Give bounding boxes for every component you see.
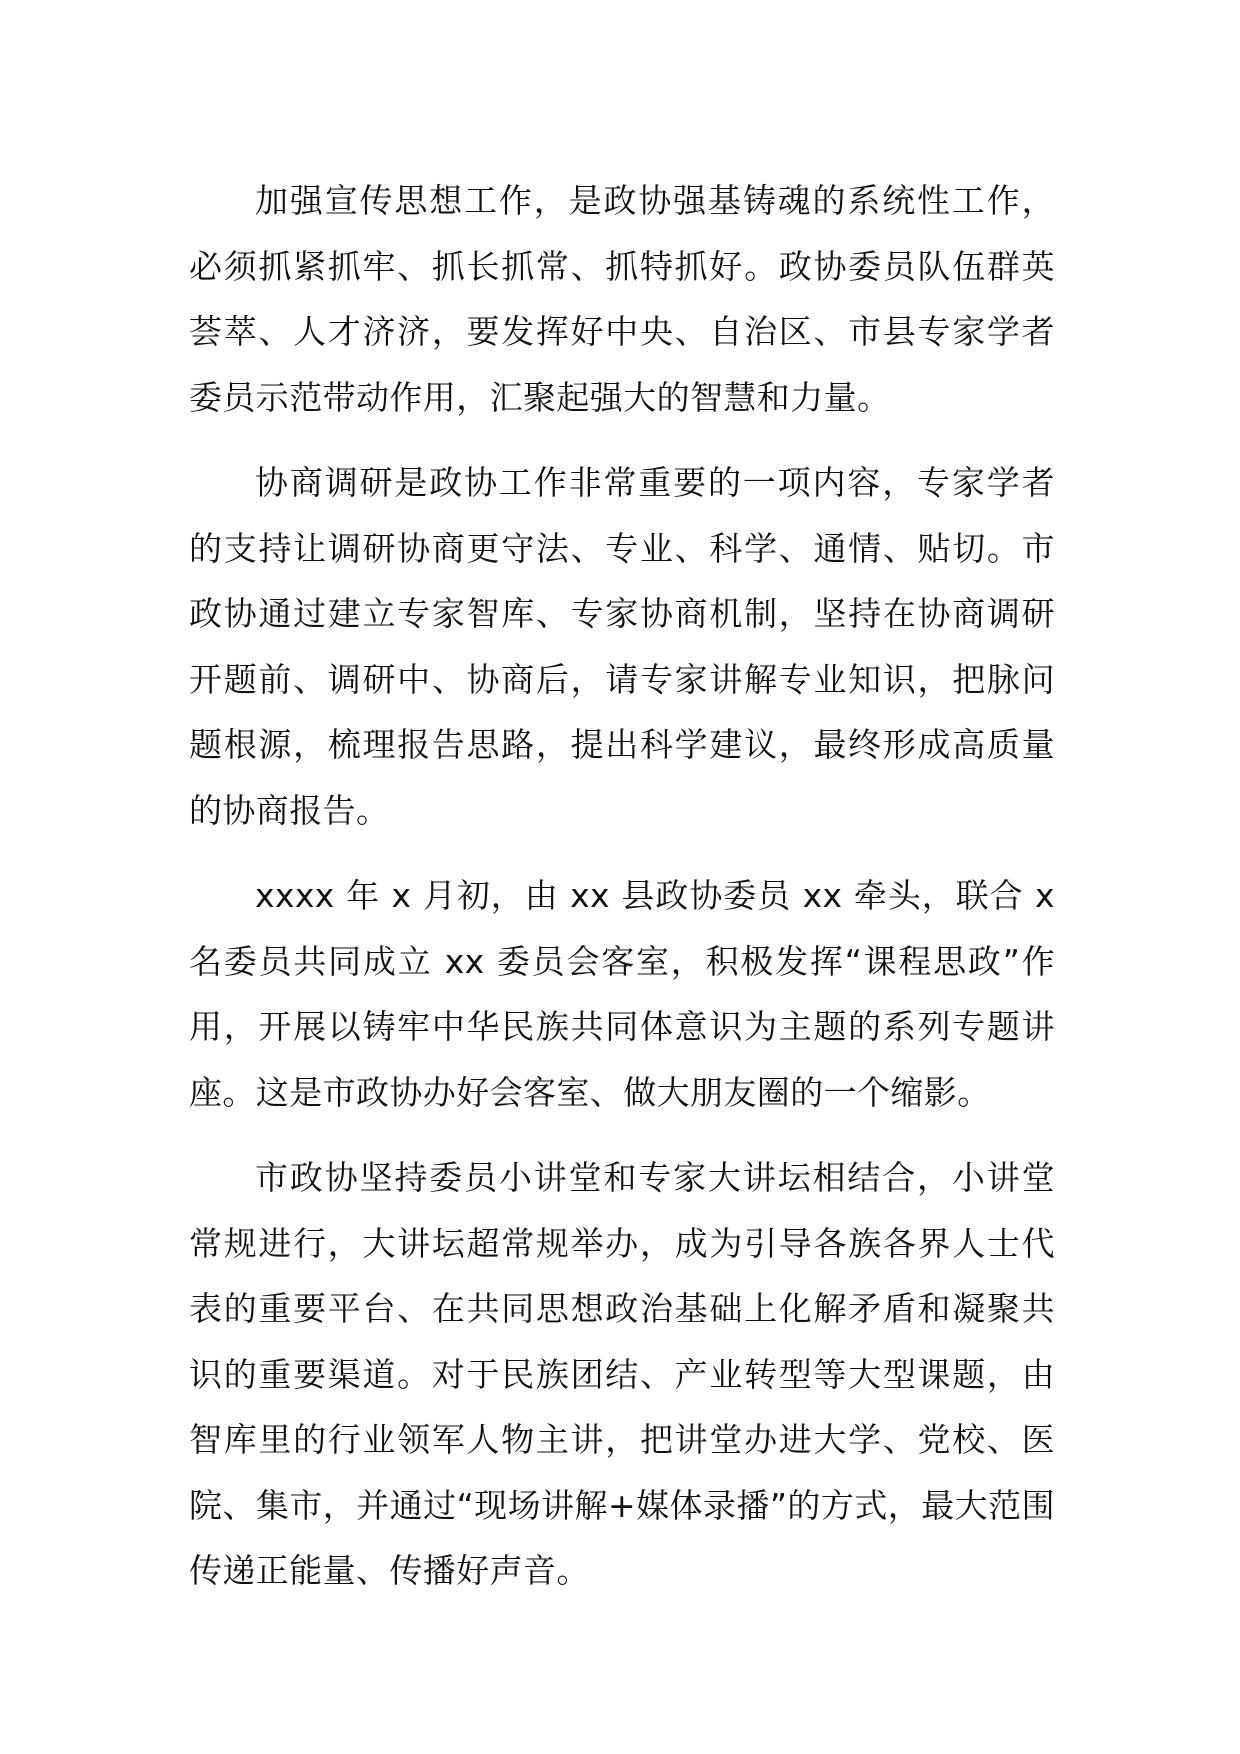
document-body — [189, 168, 1055, 1604]
paragraph-2: 协商调研是政协工作非常重要的一项内容，专家学者的支持让调研协商更守法、专业、科学、通情、贴切。市政协通过建立专家智库、专家协商机制，坚持在协商调研开题前、调研中、协商后，请专家讲解专业知识，把脉问题根源，梳理报告思路，提出科学建议，最终形成高质量的协商报告。 — [189, 463, 1055, 830]
paragraph-1: 加强宣传思想工作，是政协强基铸魂的系统性工作，必须抓紧抓牢、抓长抓常、抓特抓好。政协委员队伍群英荟萃、人才济济，要发挥好中央、自治区、市县专家学者委员示范带动作用，汇聚起强大的智慧和力量。 — [189, 181, 1055, 417]
paragraph-4: 市政协坚持委员小讲堂和专家大讲坛相结合，小讲堂常规进行，大讲坛超常规举办，成为引导各族各界人士代表的重要平台、在共同思想政治基础上化解矛盾和凝聚共识的重要渠道。对于民族团结、产业转型等大型课题，由智库里的行业领军人物主讲，把讲堂办进大学、党校、医院、集市，并通过“现场讲解+媒体录播”的方式，最大范围传递正能量、传播好声音。 — [189, 1158, 1055, 1590]
paragraph-3: xxxx 年 x 月初，由 xx 县政协委员 xx 牵头，联合 x 名委员共同成立 xx 委员会客室，积极发挥“课程思政”作用，开展以铸牢中华民族共同体意识为主题的系列专题讲座。这是市政协办好会客室、做大朋友圈的一个缩影。 — [189, 876, 1055, 1112]
